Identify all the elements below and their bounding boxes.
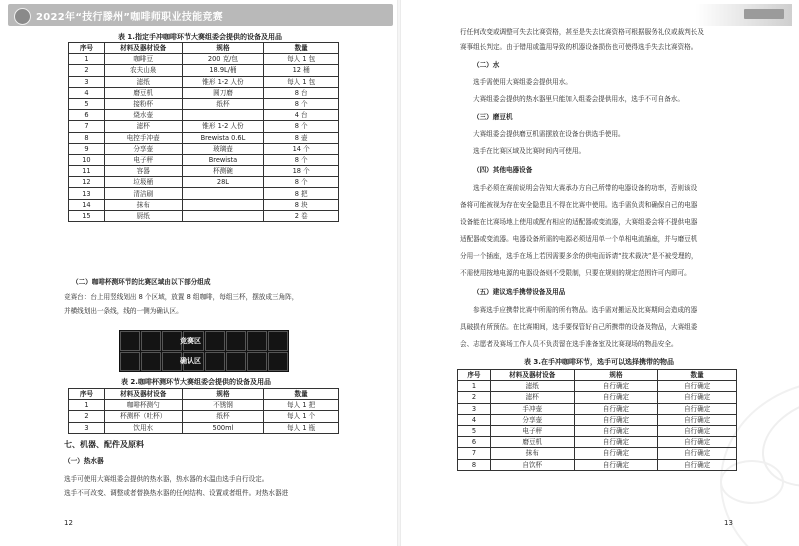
table-cell: 5	[458, 425, 491, 436]
table2-cupping-equipment	[68, 388, 339, 434]
table-cell: 自行确定	[574, 403, 658, 414]
table-row	[69, 154, 339, 165]
table-cell: 2	[69, 65, 105, 76]
table-row	[458, 425, 737, 436]
table-row	[69, 54, 339, 65]
table-cell: 4 台	[264, 110, 339, 121]
water-title: （二）水	[473, 61, 500, 69]
paragraph-line: 分用一个插座，选手在场上若因需要多余的供电而诉请“技术裁决”是不被受理的，	[460, 252, 698, 260]
table-cell: 每人 1 包	[264, 54, 339, 65]
grid-label-confirm-zone: 确认区	[180, 357, 201, 365]
header-cell: 规格	[182, 389, 264, 400]
competition-logo-icon	[14, 8, 31, 25]
table-cell: 5	[69, 98, 105, 109]
table-row	[69, 143, 339, 154]
table-cell: 自行确定	[658, 381, 737, 392]
table-row	[69, 422, 339, 433]
table-cell: 自饮杯	[490, 459, 574, 470]
table-cell: 厨纸	[104, 210, 182, 221]
table-cell: 3	[458, 403, 491, 414]
table-cell: 8 个	[264, 154, 339, 165]
table-cell: 14 个	[264, 143, 339, 154]
table-cell: 1	[458, 381, 491, 392]
table3-caption: 表 3.在手冲咖啡环节，选手可以选择携带的物品	[524, 358, 674, 366]
table-cell: 自行确定	[658, 448, 737, 459]
paragraph-line: 不需使用按地电源的电器设备则不受限制，只要在规则的规定范围许可内即可。	[460, 269, 691, 277]
competition-table-layout	[119, 330, 289, 372]
table-cell: 垃圾桶	[104, 177, 182, 188]
table-cell: 分享壶	[104, 143, 182, 154]
table-cell: 手冲壶	[490, 403, 574, 414]
table-cell: 自行确定	[574, 459, 658, 470]
table-cell: 电控手冲壶	[104, 132, 182, 143]
table-cell: 8 块	[264, 199, 339, 210]
table-row	[69, 400, 339, 411]
page-number-left: 12	[64, 519, 73, 527]
table-cell: 8 个	[264, 98, 339, 109]
table-cell: 8 个	[264, 177, 339, 188]
table-cell: 11	[69, 166, 105, 177]
table-cell: 6	[458, 437, 491, 448]
table-cell: 14	[69, 199, 105, 210]
table-row	[458, 381, 737, 392]
grid-label-competition-zone: 竞赛区	[180, 337, 201, 345]
right-header-bar	[406, 4, 792, 26]
table-cell: 9	[69, 143, 105, 154]
header-cell: 数量	[264, 389, 339, 400]
table-cell: 农夫山泉	[104, 65, 182, 76]
header-tag-icon	[744, 9, 784, 19]
table-cell	[182, 199, 264, 210]
section2-title: （二）咖啡杯测环节的比赛区域由以下部分组成	[72, 278, 211, 286]
table-cell: 咖啡杯测勺	[104, 400, 182, 411]
header-cell: 序号	[69, 389, 105, 400]
table1-caption: 表 1.指定手冲咖啡环节大赛组委会提供的设备及用品	[118, 33, 282, 41]
table-row	[69, 188, 339, 199]
table-cell: 圆刀磨	[182, 87, 264, 98]
table-header-row	[458, 370, 737, 381]
table-cell: 6	[69, 110, 105, 121]
table-row	[69, 166, 339, 177]
table-cell: 磨豆机	[104, 87, 182, 98]
table-cell: 磨豆机	[490, 437, 574, 448]
table-cell: 8 个	[264, 121, 339, 132]
paragraph-line: 选手必须在赛前说明会告知大赛承办方自己所带的电器设备的功率，否则该设	[473, 184, 698, 192]
table-cell: 8 台	[264, 87, 339, 98]
table-cell: 自行确定	[658, 392, 737, 403]
header-title: 2022年“技行滕州”咖啡师职业技能竞赛	[36, 12, 223, 23]
table-cell: 滤杯	[490, 392, 574, 403]
table-row	[69, 411, 339, 422]
table-header-row	[69, 389, 339, 400]
paragraph-line: 适配器或变流器。电器设备所需的电源必须适用单一个单相电流插座，并与磨豆机	[460, 235, 698, 243]
table-cell: Brewista 0.6L	[182, 132, 264, 143]
paragraph-line: 赛事组长判定。由于错用或滥用导致的机器设备损伤也可使得选手失去比赛资格。	[460, 43, 698, 51]
table-cell: 18.9L/桶	[182, 65, 264, 76]
table-cell: 1	[69, 54, 105, 65]
table-cell: 8 壶	[264, 132, 339, 143]
table-cell: 每人 1 个	[264, 411, 339, 422]
electrical-title: （四）其他电器设备	[473, 166, 533, 174]
paragraph-line: 大赛组委会提供的热水器里只能加入组委会提供用水，选手不可自备水。	[473, 95, 684, 103]
section7-paragraph-line: 选手不可改变、调整或者替换热水器的任何结构、设置或者组件。对热水器进	[64, 489, 289, 497]
header-cell: 规格	[182, 43, 264, 54]
table-cell: 3	[69, 76, 105, 87]
table-row	[69, 132, 339, 143]
table-cell: 自行确定	[574, 381, 658, 392]
table-cell: 8	[458, 459, 491, 470]
table-cell: 18 个	[264, 166, 339, 177]
table-row	[69, 199, 339, 210]
table-cell: 自行确定	[658, 403, 737, 414]
table-row	[69, 110, 339, 121]
section7-subtitle: （一）热水器	[64, 457, 104, 465]
table-row	[69, 98, 339, 109]
table-cell	[182, 110, 264, 121]
table-cell: 28L	[182, 177, 264, 188]
table-cell: 杯测杯（吐杯）	[104, 411, 182, 422]
table-cell: 烧水壶	[104, 110, 182, 121]
table-cell: 清洁刷	[104, 188, 182, 199]
table-cell: 电子秤	[490, 425, 574, 436]
table-row	[69, 210, 339, 221]
table-row	[458, 437, 737, 448]
table-cell: 抹布	[104, 199, 182, 210]
table-cell: 自行确定	[574, 425, 658, 436]
table-cell: 自行确定	[574, 392, 658, 403]
paragraph-line: 具破损有所预估。在比赛期间，选手要保管好自己所携带的设备及物品，大赛组委	[460, 323, 698, 331]
table-cell: 8	[69, 132, 105, 143]
table-cell: 2 卷	[264, 210, 339, 221]
paragraph-line: 参赛选手应携带比赛中所需的所有物品。选手需对搬运及比赛期间会造成的器	[473, 306, 698, 314]
table1-equipment	[68, 42, 339, 222]
table-cell: 4	[458, 414, 491, 425]
section2-paragraph-line: 竞赛台：台上用竖线划出 8 个区域，放置 8 组咖啡，每组三杯，摆放成三角阵，	[64, 293, 299, 301]
table-row	[69, 76, 339, 87]
header-cell: 材料及器材设备	[104, 389, 182, 400]
table-cell: 分享壶	[490, 414, 574, 425]
header-cell: 序号	[69, 43, 105, 54]
table-header-row	[69, 43, 339, 54]
table-cell: 杯测碗	[182, 166, 264, 177]
paragraph-line: 大赛组委会提供磨豆机需摆放在设备台供选手使用。	[473, 130, 625, 138]
table-row	[458, 459, 737, 470]
table-cell: 10	[69, 154, 105, 165]
table-cell: 每人 1 把	[264, 400, 339, 411]
table-cell: 每人 1 包	[264, 76, 339, 87]
header-cell: 数量	[264, 43, 339, 54]
paragraph-line: 选手在比赛区域及比赛时间内可使用。	[473, 147, 586, 155]
grinder-title: （三）磨豆机	[473, 113, 513, 121]
table-cell: 13	[69, 188, 105, 199]
table-cell: 7	[69, 121, 105, 132]
table-cell	[182, 188, 264, 199]
table-cell: 滤杯	[104, 121, 182, 132]
table-cell: 容器	[104, 166, 182, 177]
table-cell: 自行确定	[658, 459, 737, 470]
table-row	[458, 414, 737, 425]
right-page	[400, 0, 799, 546]
table-cell: 2	[69, 411, 105, 422]
table-cell: 不锈钢	[182, 400, 264, 411]
table-cell: 自行确定	[658, 437, 737, 448]
table-cell: 自行确定	[574, 448, 658, 459]
table-cell: 1	[69, 400, 105, 411]
table-row	[69, 65, 339, 76]
table-cell	[182, 210, 264, 221]
table-cell: Brewista	[182, 154, 264, 165]
table-cell: 锥形 1-2 人份	[182, 121, 264, 132]
table-cell: 7	[458, 448, 491, 459]
table-row	[458, 448, 737, 459]
header-cell: 材料及器材设备	[490, 370, 574, 381]
table-cell: 电子秤	[104, 154, 182, 165]
table-cell: 自行确定	[574, 414, 658, 425]
table-cell: 3	[69, 422, 105, 433]
table-cell: 滤纸	[490, 381, 574, 392]
paragraph-line: 选手需使用大赛组委会提供用水。	[473, 78, 572, 86]
section2-paragraph-line: 并横线划出一条线，线的一侧为确认区。	[64, 307, 183, 315]
left-page	[0, 0, 399, 546]
table-cell: 自行确定	[658, 414, 737, 425]
table-cell: 每人 1 瓶	[264, 422, 339, 433]
table-cell: 纸杯	[182, 98, 264, 109]
table-row	[458, 392, 737, 403]
page-number-right: 13	[724, 519, 733, 527]
table3-optional-items	[457, 369, 737, 471]
table-cell: 15	[69, 210, 105, 221]
table-row	[69, 177, 339, 188]
section7-paragraph-line: 选手可使用大赛组委会提供的热水器，热水器的水温由选手自行设定。	[64, 475, 269, 483]
table-cell: 12	[69, 177, 105, 188]
table-cell: 12 桶	[264, 65, 339, 76]
section7-title: 七、机器、配件及原料	[64, 440, 144, 449]
table2-caption: 表 2.咖啡杯测环节大赛组委会提供的设备及用品	[121, 378, 271, 386]
header-cell: 材料及器材设备	[104, 43, 182, 54]
bring-title: （五）建议选手携带设备及用品	[473, 288, 566, 296]
table-row	[69, 87, 339, 98]
table-cell: 锥形 1-2 人份	[182, 76, 264, 87]
paragraph-line: 备将可能被视为存在安全隐患且不得在比赛中使用。选手需负责和确保自己的电器	[460, 201, 698, 209]
table-cell: 自行确定	[658, 425, 737, 436]
table-cell: 8 把	[264, 188, 339, 199]
table-cell: 抹布	[490, 448, 574, 459]
table-cell: 饮用水	[104, 422, 182, 433]
table-cell: 自行确定	[574, 437, 658, 448]
table-cell: 滤纸	[104, 76, 182, 87]
table-cell: 200 克/包	[182, 54, 264, 65]
table-cell: 500ml	[182, 422, 264, 433]
table-row	[69, 121, 339, 132]
table-cell: 玻璃壶	[182, 143, 264, 154]
table-cell: 接粉杯	[104, 98, 182, 109]
table-cell: 纸杯	[182, 411, 264, 422]
header-cell: 序号	[458, 370, 491, 381]
header-cell: 数量	[658, 370, 737, 381]
header-cell: 规格	[574, 370, 658, 381]
table-row	[458, 403, 737, 414]
table-cell: 4	[69, 87, 105, 98]
paragraph-line: 行任何改变或调整可失去比赛资格，甚至是失去比赛资格可根据服务礼仪或裁判长及	[460, 28, 704, 36]
table-cell: 咖啡豆	[104, 54, 182, 65]
table-cell: 2	[458, 392, 491, 403]
paragraph-line: 会、志愿者及赛场工作人员不负责留在选手准备室及比赛现场的物品安全。	[460, 340, 678, 348]
paragraph-line: 设备能在比赛场地上使用或配有相应的适配器或变流器，大赛组委会将不提供电器	[460, 218, 698, 226]
